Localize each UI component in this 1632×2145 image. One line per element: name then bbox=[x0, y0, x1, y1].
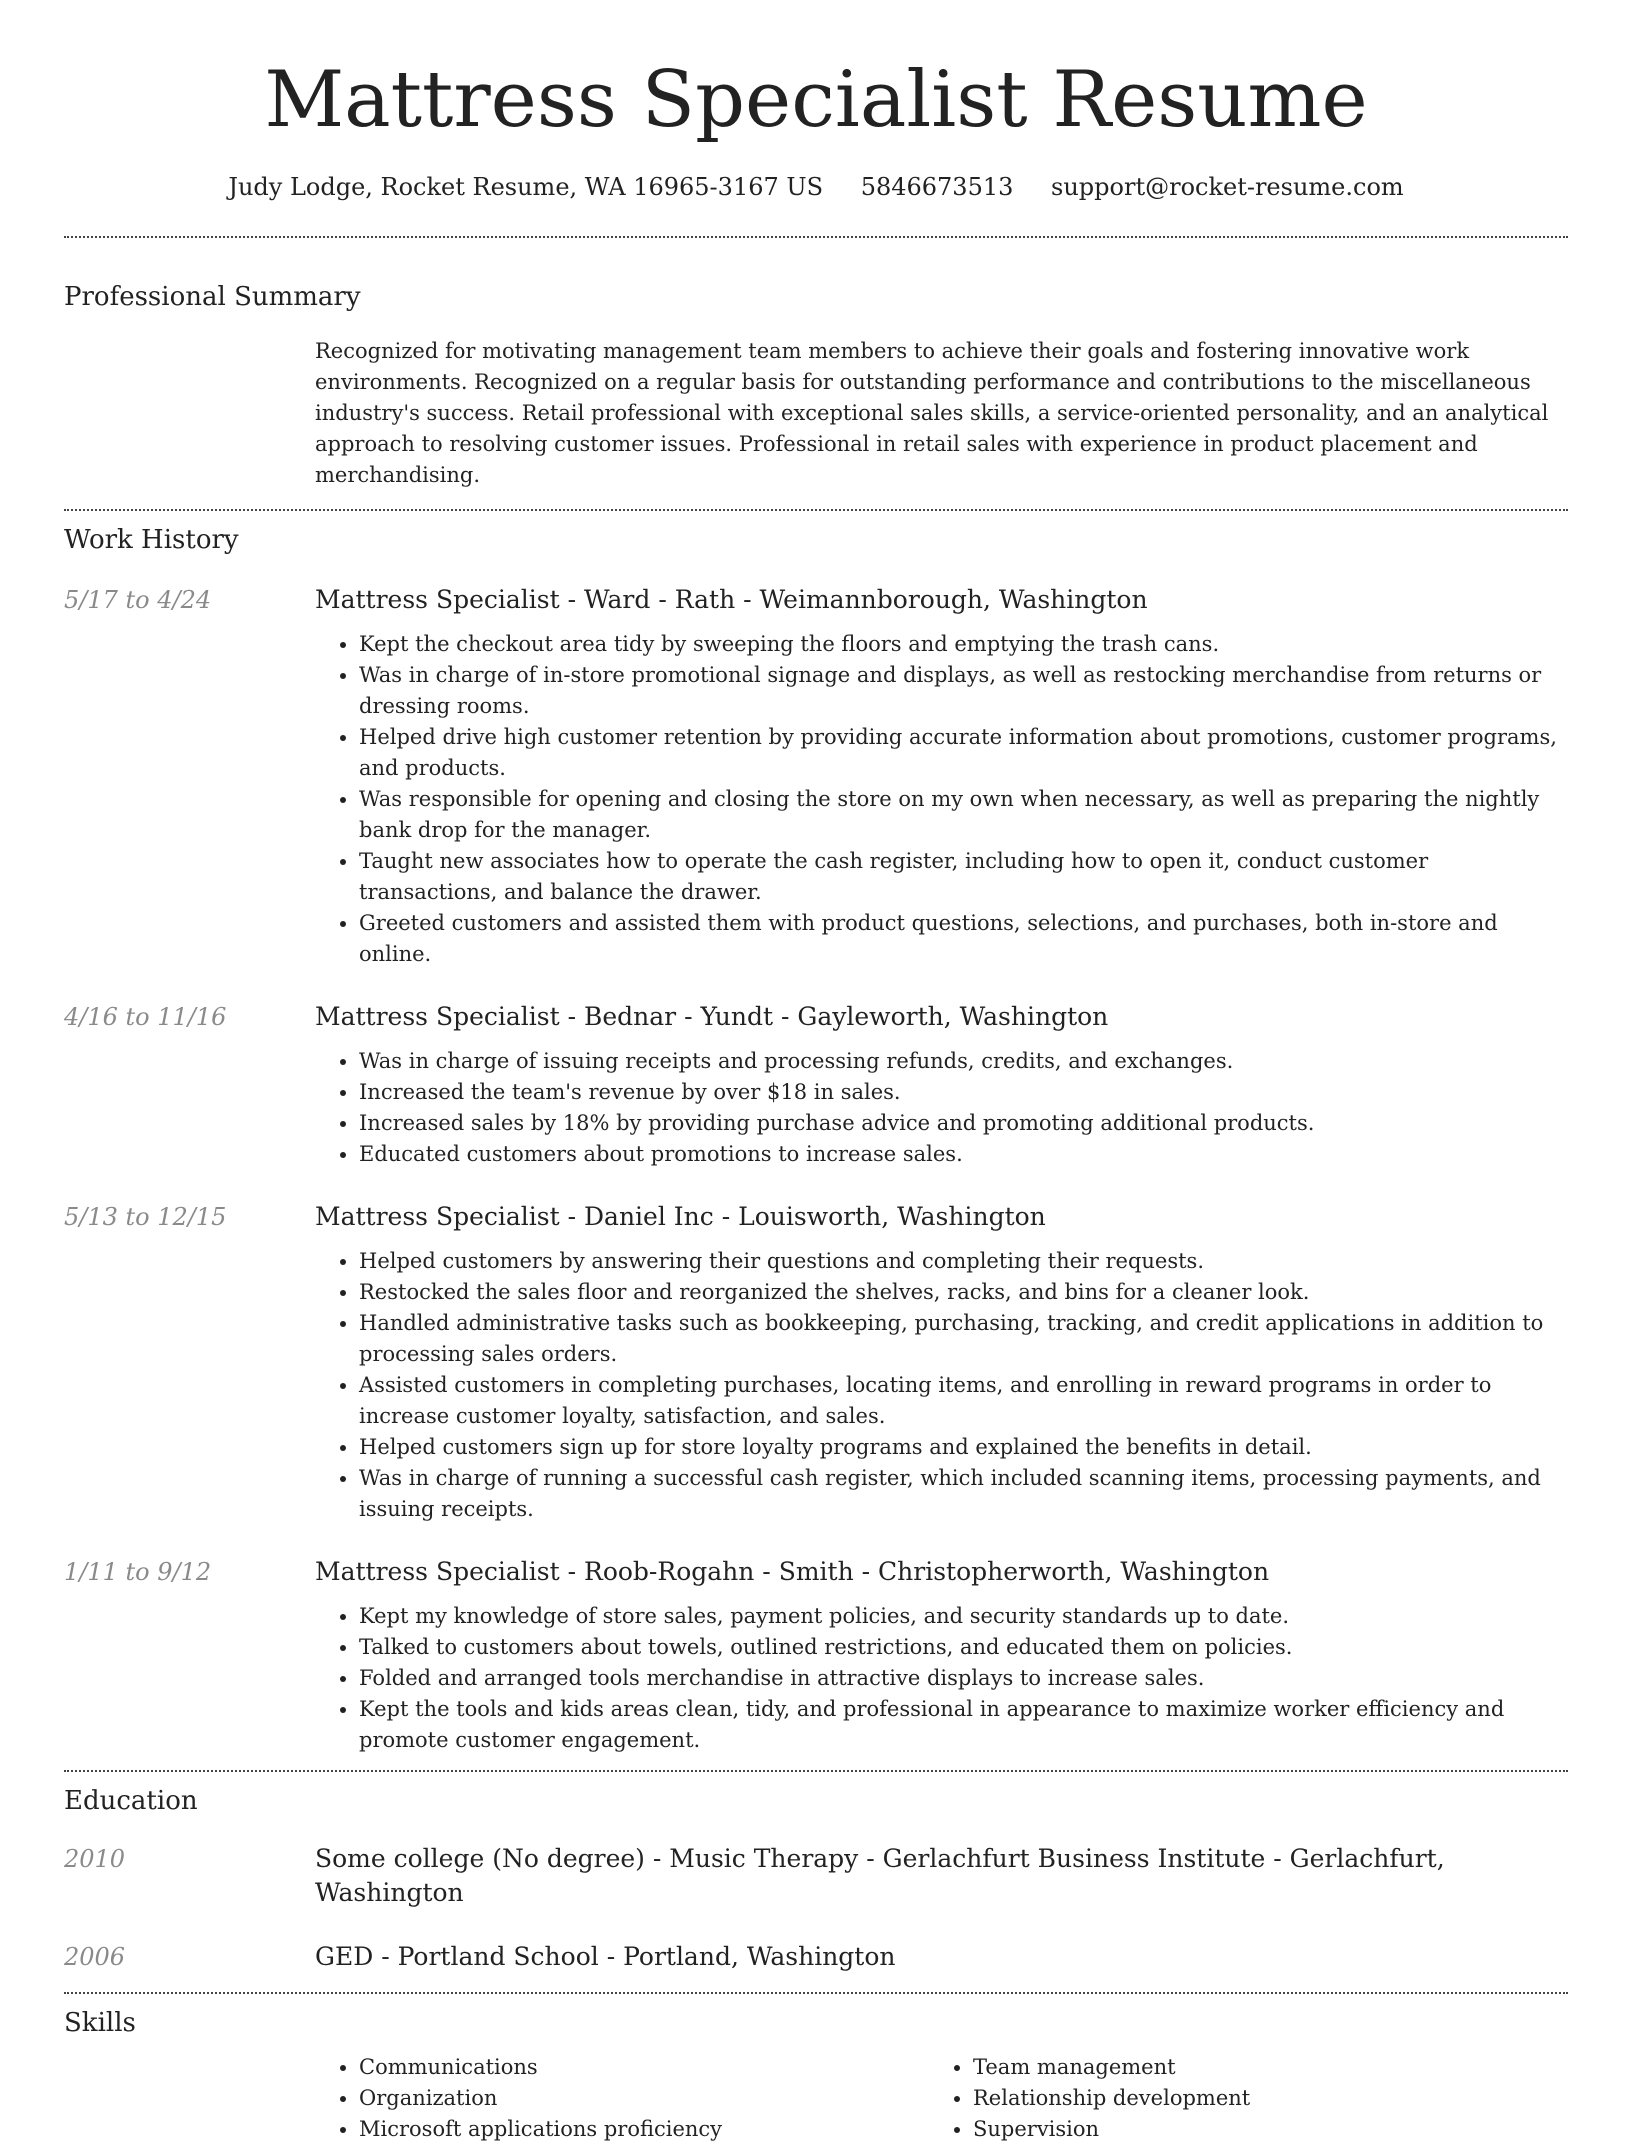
job-position: Mattress Specialist bbox=[315, 1557, 560, 1586]
list-item: • Folded and arranged tools merchandise in attractive displays to increase sales. bbox=[359, 1663, 1568, 1694]
list-item: • Restocked the sales floor and reorganized the shelves, racks, and bins for a cleaner look. bbox=[359, 1277, 1568, 1308]
job-body bbox=[315, 1555, 1568, 1756]
skill-item: • Supervision bbox=[973, 2114, 1543, 2145]
job-details: - Roob-Rogahn - Smith - Christopherworth, Washington bbox=[559, 1557, 1270, 1586]
job-dates: 5/13 to 12/15 bbox=[64, 1203, 227, 1231]
contact-line bbox=[64, 170, 1568, 204]
education-heading-line bbox=[315, 1842, 1568, 1910]
contact-phone: 5846673513 bbox=[860, 173, 1014, 201]
job-heading bbox=[315, 1200, 1568, 1234]
job-bullets bbox=[315, 1046, 1568, 1170]
job-position: Mattress Specialist bbox=[315, 1202, 560, 1231]
education-entry bbox=[64, 1842, 1568, 1910]
skill-item: • Microsoft applications proficiency bbox=[359, 2114, 929, 2145]
list-item: • Assisted customers in completing purchases, locating items, and enrolling in reward programs in order to increase customer loyalty, satisfaction, and sales. bbox=[359, 1370, 1568, 1432]
section-divider bbox=[64, 236, 1568, 238]
list-item: • Educated customers about promotions to increase sales. bbox=[359, 1139, 1568, 1170]
education-degree: Some college (No degree) - Music Therapy bbox=[315, 1844, 859, 1873]
job-heading bbox=[315, 1000, 1568, 1034]
job-body bbox=[315, 1000, 1568, 1170]
list-item: • Kept the tools and kids areas clean, tidy, and professional in appearance to maximize worker efficiency and promote customer engagement. bbox=[359, 1694, 1568, 1756]
list-item: • Was in charge of issuing receipts and processing refunds, credits, and exchanges. bbox=[359, 1046, 1568, 1077]
job-dates: 1/11 to 9/12 bbox=[64, 1558, 212, 1586]
contact-email: support@rocket-resume.com bbox=[1051, 173, 1404, 201]
skill-item: • Relationship development bbox=[973, 2083, 1543, 2114]
list-item: • Was responsible for opening and closing the store on my own when necessary, as well as preparing the nightly bank drop for the manager. bbox=[359, 784, 1568, 846]
section-divider bbox=[64, 1770, 1568, 1772]
job-entry bbox=[64, 1555, 1568, 1756]
skill-item: • Organization bbox=[359, 2083, 929, 2114]
job-bullets bbox=[315, 1601, 1568, 1756]
skills-column-left bbox=[315, 2052, 929, 2145]
education-details: - Gerlachfurt Business Institute - Gerlachfurt, Washington bbox=[315, 1844, 1445, 1907]
education-entry bbox=[64, 1940, 1568, 1974]
education-details: - Portland School - Portland, Washington bbox=[373, 1942, 896, 1971]
job-dates: 5/17 to 4/24 bbox=[64, 586, 212, 614]
job-heading bbox=[315, 583, 1568, 617]
list-item: • Kept the checkout area tidy by sweeping the floors and emptying the trash cans. bbox=[359, 629, 1568, 660]
job-position: Mattress Specialist bbox=[315, 585, 560, 614]
list-item: • Increased sales by 18% by providing purchase advice and promoting additional products. bbox=[359, 1108, 1568, 1139]
resume-title: Mattress Specialist Resume bbox=[264, 55, 1368, 145]
skills-column-right bbox=[929, 2052, 1543, 2145]
education-heading: Education bbox=[64, 1786, 198, 1816]
job-entry bbox=[64, 1200, 1568, 1525]
job-details: - Ward - Rath - Weimannborough, Washington bbox=[559, 585, 1148, 614]
list-item: • Increased the team's revenue by over $18 in sales. bbox=[359, 1077, 1568, 1108]
job-bullets bbox=[315, 629, 1568, 970]
skills-list bbox=[315, 2052, 1568, 2145]
education-year: 2010 bbox=[64, 1845, 126, 1873]
job-body bbox=[315, 583, 1568, 970]
list-item: • Helped customers by answering their questions and completing their requests. bbox=[359, 1246, 1568, 1277]
job-position: Mattress Specialist bbox=[315, 1002, 560, 1031]
list-item: • Was in charge of running a successful cash register, which included scanning items, processing payments, and issuing receipts. bbox=[359, 1463, 1568, 1525]
education-year: 2006 bbox=[64, 1943, 126, 1971]
skill-item: • Communications bbox=[359, 2052, 929, 2083]
skills-heading: Skills bbox=[64, 2008, 136, 2038]
job-bullets bbox=[315, 1246, 1568, 1525]
list-item: • Taught new associates how to operate the cash register, including how to open it, conduct customer transactions, and balance the drawer. bbox=[359, 846, 1568, 908]
job-entry bbox=[64, 583, 1568, 970]
education-degree: GED bbox=[315, 1942, 374, 1971]
job-heading bbox=[315, 1555, 1568, 1589]
list-item: • Kept my knowledge of store sales, payment policies, and security standards up to date. bbox=[359, 1601, 1568, 1632]
summary-heading: Professional Summary bbox=[64, 282, 361, 312]
list-item: • Helped customers sign up for store loyalty programs and explained the benefits in detail. bbox=[359, 1432, 1568, 1463]
list-item: • Helped drive high customer retention by providing accurate information about promotions, customer programs, and products. bbox=[359, 722, 1568, 784]
job-details: - Bednar - Yundt - Gayleworth, Washington bbox=[559, 1002, 1109, 1031]
section-divider bbox=[64, 1992, 1568, 1994]
work-history-heading: Work History bbox=[64, 525, 239, 555]
resume-page bbox=[64, 0, 1568, 2145]
list-item: • Talked to customers about towels, outlined restrictions, and educated them on policies. bbox=[359, 1632, 1568, 1663]
list-item: • Handled administrative tasks such as bookkeeping, purchasing, tracking, and credit applications in addition to processing sales orders. bbox=[359, 1308, 1568, 1370]
list-item: • Was in charge of in-store promotional signage and displays, as well as restocking merchandise from returns or dressing rooms. bbox=[359, 660, 1568, 722]
education-heading-line bbox=[315, 1940, 1568, 1974]
job-body bbox=[315, 1200, 1568, 1525]
list-item: • Greeted customers and assisted them with product questions, selections, and purchases, both in-store and online. bbox=[359, 908, 1568, 970]
summary-text: Recognized for motivating management team members to achieve their goals and fostering innovative work environments. Recognized on a regular basis for outstanding performance and contributions to the miscellaneous industry's success. Retail professional with exceptional sales skills, a service-oriented personality, and an analytical approach to resolving customer issues. Professional in retail sales with experience in product placement and merchandising. bbox=[315, 339, 1549, 487]
contact-address: Judy Lodge, Rocket Resume, WA 16965-3167 US bbox=[228, 173, 824, 201]
job-details: - Daniel Inc - Louisworth, Washington bbox=[559, 1202, 1046, 1231]
skill-item: • Team management bbox=[973, 2052, 1543, 2083]
job-entry bbox=[64, 1000, 1568, 1170]
section-divider bbox=[64, 509, 1568, 511]
job-dates: 4/16 to 11/16 bbox=[64, 1003, 227, 1031]
